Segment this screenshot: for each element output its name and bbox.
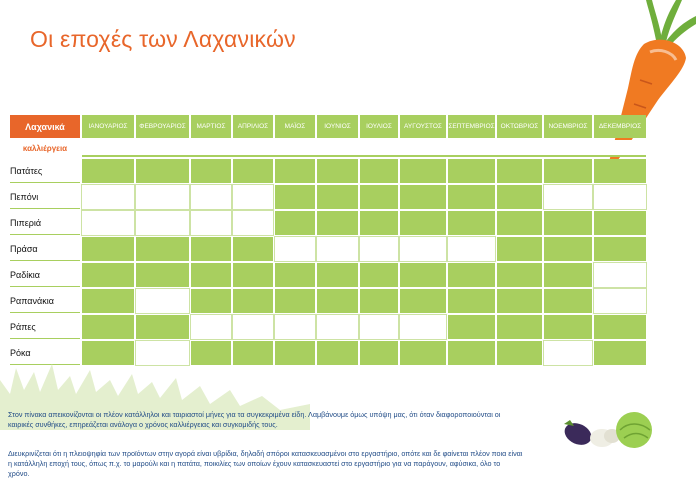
season-cell-out-of-season bbox=[233, 315, 273, 339]
season-cell-out-of-season bbox=[317, 315, 358, 339]
month-header: ΣΕΠΤΕΜΒΡΙΟΣ bbox=[448, 115, 495, 138]
month-header: ΦΕΒΡΟΥΑΡΙΟΣ bbox=[136, 115, 189, 138]
vegetable-name: Πεπόνι bbox=[10, 185, 80, 209]
season-cell-out-of-season bbox=[191, 315, 231, 339]
season-cell-out-of-season bbox=[191, 185, 231, 209]
season-cell-in-season bbox=[544, 211, 592, 235]
season-cell-in-season bbox=[594, 341, 646, 365]
season-cell-out-of-season bbox=[544, 341, 592, 365]
month-header: ΙΑΝΟΥΑΡΙΟΣ bbox=[82, 115, 134, 138]
season-cell-in-season bbox=[136, 159, 189, 183]
season-cell-in-season bbox=[497, 289, 542, 313]
season-cell-in-season bbox=[360, 185, 398, 209]
season-cell-in-season bbox=[448, 263, 495, 287]
season-cell-in-season bbox=[544, 263, 592, 287]
season-cell-in-season bbox=[497, 341, 542, 365]
cultivation-bar bbox=[82, 140, 646, 157]
season-cell-in-season bbox=[448, 211, 495, 235]
season-cell-in-season bbox=[317, 185, 358, 209]
season-cell-in-season bbox=[448, 159, 495, 183]
season-cell-in-season bbox=[275, 263, 315, 287]
season-cell-out-of-season bbox=[82, 185, 134, 209]
season-cell-in-season bbox=[594, 315, 646, 339]
season-cell-out-of-season bbox=[275, 315, 315, 339]
season-cell-out-of-season bbox=[136, 185, 189, 209]
season-cell-in-season bbox=[360, 211, 398, 235]
season-cell-in-season bbox=[497, 159, 542, 183]
season-cell-out-of-season bbox=[136, 289, 189, 313]
season-cell-in-season bbox=[82, 315, 134, 339]
vegetable-name: Ραδίκια bbox=[10, 263, 80, 287]
season-cell-in-season bbox=[497, 315, 542, 339]
table-row bbox=[10, 315, 646, 339]
season-cell-in-season bbox=[497, 185, 542, 209]
season-cell-in-season bbox=[136, 237, 189, 261]
season-cell-in-season bbox=[233, 289, 273, 313]
vegetable-name: Πατάτες bbox=[10, 159, 80, 183]
vegetable-name: Ρόκα bbox=[10, 341, 80, 365]
description-paragraph-2: Διευκρινίζεται ότι η πλειοψηφία των προϊόντων στην αγορά είναι υβρίδια, δηλαδή σπόροι κατασκευασμένοι στο εργαστήριο, οπότε και δε φαίνεται πλέον ποια είναι η κατάλληλη εποχή τους, όπως π.χ. το μαρούλι και η πατάτα, ποικιλίες των οποίων έχουν κατασκευαστεί στο εργαστήριο για να παράγουν, αφύσικα, όλο το χρόνο. bbox=[8, 449, 523, 478]
season-cell-in-season bbox=[317, 341, 358, 365]
table-row bbox=[10, 263, 646, 287]
table-row bbox=[10, 159, 646, 183]
season-cell-in-season bbox=[400, 185, 446, 209]
season-cell-in-season bbox=[82, 289, 134, 313]
season-cell-in-season bbox=[594, 159, 646, 183]
season-cell-in-season bbox=[82, 159, 134, 183]
season-cell-in-season bbox=[82, 263, 134, 287]
season-cell-in-season bbox=[448, 315, 495, 339]
month-header: ΜΑΪΟΣ bbox=[275, 115, 315, 138]
month-header: ΑΥΓΟΥΣΤΟΣ bbox=[400, 115, 446, 138]
table-row bbox=[10, 185, 646, 209]
season-cell-in-season bbox=[400, 159, 446, 183]
page-title: Οι εποχές των Λαχανικών bbox=[30, 26, 296, 52]
season-cell-in-season bbox=[497, 263, 542, 287]
season-cell-in-season bbox=[544, 289, 592, 313]
season-cell-in-season bbox=[317, 211, 358, 235]
season-cell-in-season bbox=[275, 159, 315, 183]
vegetable-name: Ραπανάκια bbox=[10, 289, 80, 313]
season-cell-in-season bbox=[360, 159, 398, 183]
season-cell-in-season bbox=[191, 237, 231, 261]
season-cell-out-of-season bbox=[544, 185, 592, 209]
season-cell-out-of-season bbox=[360, 315, 398, 339]
season-cell-in-season bbox=[448, 341, 495, 365]
season-cell-in-season bbox=[233, 237, 273, 261]
month-header: ΙΟΥΝΙΟΣ bbox=[317, 115, 358, 138]
table-row bbox=[10, 237, 646, 261]
season-cell-in-season bbox=[275, 211, 315, 235]
season-cell-out-of-season bbox=[233, 211, 273, 235]
season-cell-in-season bbox=[544, 237, 592, 261]
month-header: ΟΚΤΩΒΡΙΟΣ bbox=[497, 115, 542, 138]
season-cell-in-season bbox=[360, 289, 398, 313]
season-cell-in-season bbox=[136, 315, 189, 339]
season-cell-in-season bbox=[191, 263, 231, 287]
season-cell-out-of-season bbox=[82, 211, 134, 235]
season-cell-out-of-season bbox=[400, 237, 446, 261]
vegetable-name: Ράπες bbox=[10, 315, 80, 339]
season-cell-in-season bbox=[400, 289, 446, 313]
season-cell-in-season bbox=[448, 185, 495, 209]
season-cell-out-of-season bbox=[594, 289, 646, 313]
season-cell-in-season bbox=[136, 263, 189, 287]
month-header: ΔΕΚΕΜΒΡΙΟΣ bbox=[594, 115, 646, 138]
season-cell-in-season bbox=[317, 159, 358, 183]
season-cell-in-season bbox=[448, 289, 495, 313]
season-cell-in-season bbox=[497, 211, 542, 235]
season-cell-in-season bbox=[400, 341, 446, 365]
month-header: ΑΠΡΙΛΙΟΣ bbox=[233, 115, 273, 138]
month-header: ΙΟΥΛΙΟΣ bbox=[360, 115, 398, 138]
season-cell-out-of-season bbox=[136, 211, 189, 235]
season-cell-in-season bbox=[594, 237, 646, 261]
month-header: ΜΑΡΤΙΟΣ bbox=[191, 115, 231, 138]
season-cell-in-season bbox=[317, 289, 358, 313]
season-cell-out-of-season bbox=[360, 237, 398, 261]
season-cell-in-season bbox=[275, 185, 315, 209]
season-cell-in-season bbox=[191, 159, 231, 183]
month-header: ΝΟΕΜΒΡΙΟΣ bbox=[544, 115, 592, 138]
table-row bbox=[10, 211, 646, 235]
season-cell-out-of-season bbox=[594, 263, 646, 287]
season-cell-in-season bbox=[360, 263, 398, 287]
season-cell-in-season bbox=[82, 237, 134, 261]
season-cell-out-of-season bbox=[191, 211, 231, 235]
season-cell-in-season bbox=[191, 289, 231, 313]
season-cell-in-season bbox=[275, 289, 315, 313]
description-paragraph-1: Στον πίνακα απεικονίζονται οι πλέον κατάλληλοι και ταιριαστοί μήνες για τα συγκεκριμένα είδη. Λαμβάνουμε όμως υπόψη μας, ότι όταν διαφοροποιούνται οι καιρικές συνθήκες, επηρεάζεται ανάλογα ο χρόνος καλλιέργειας και συγκομιδής τους. bbox=[8, 410, 501, 429]
vegetables-header: Λαχανικά bbox=[10, 115, 80, 138]
season-cell-out-of-season bbox=[233, 185, 273, 209]
table-row bbox=[10, 289, 646, 313]
season-cell-in-season bbox=[400, 263, 446, 287]
cultivation-label: καλλιέργεια bbox=[10, 140, 80, 157]
season-cell-in-season bbox=[233, 263, 273, 287]
season-cell-in-season bbox=[544, 159, 592, 183]
season-cell-in-season bbox=[233, 159, 273, 183]
season-cell-out-of-season bbox=[400, 315, 446, 339]
season-cell-in-season bbox=[317, 263, 358, 287]
season-cell-out-of-season bbox=[594, 185, 646, 209]
season-cell-in-season bbox=[594, 211, 646, 235]
vegetables-illustration bbox=[558, 408, 658, 452]
vegetable-name: Πράσα bbox=[10, 237, 80, 261]
vegetable-season-table bbox=[8, 113, 648, 367]
vegetable-name: Πιπεριά bbox=[10, 211, 80, 235]
season-cell-in-season bbox=[544, 315, 592, 339]
season-cell-out-of-season bbox=[275, 237, 315, 261]
season-cell-in-season bbox=[360, 341, 398, 365]
season-cell-out-of-season bbox=[448, 237, 495, 261]
season-cell-in-season bbox=[400, 211, 446, 235]
season-cell-out-of-season bbox=[317, 237, 358, 261]
season-cell-in-season bbox=[497, 237, 542, 261]
